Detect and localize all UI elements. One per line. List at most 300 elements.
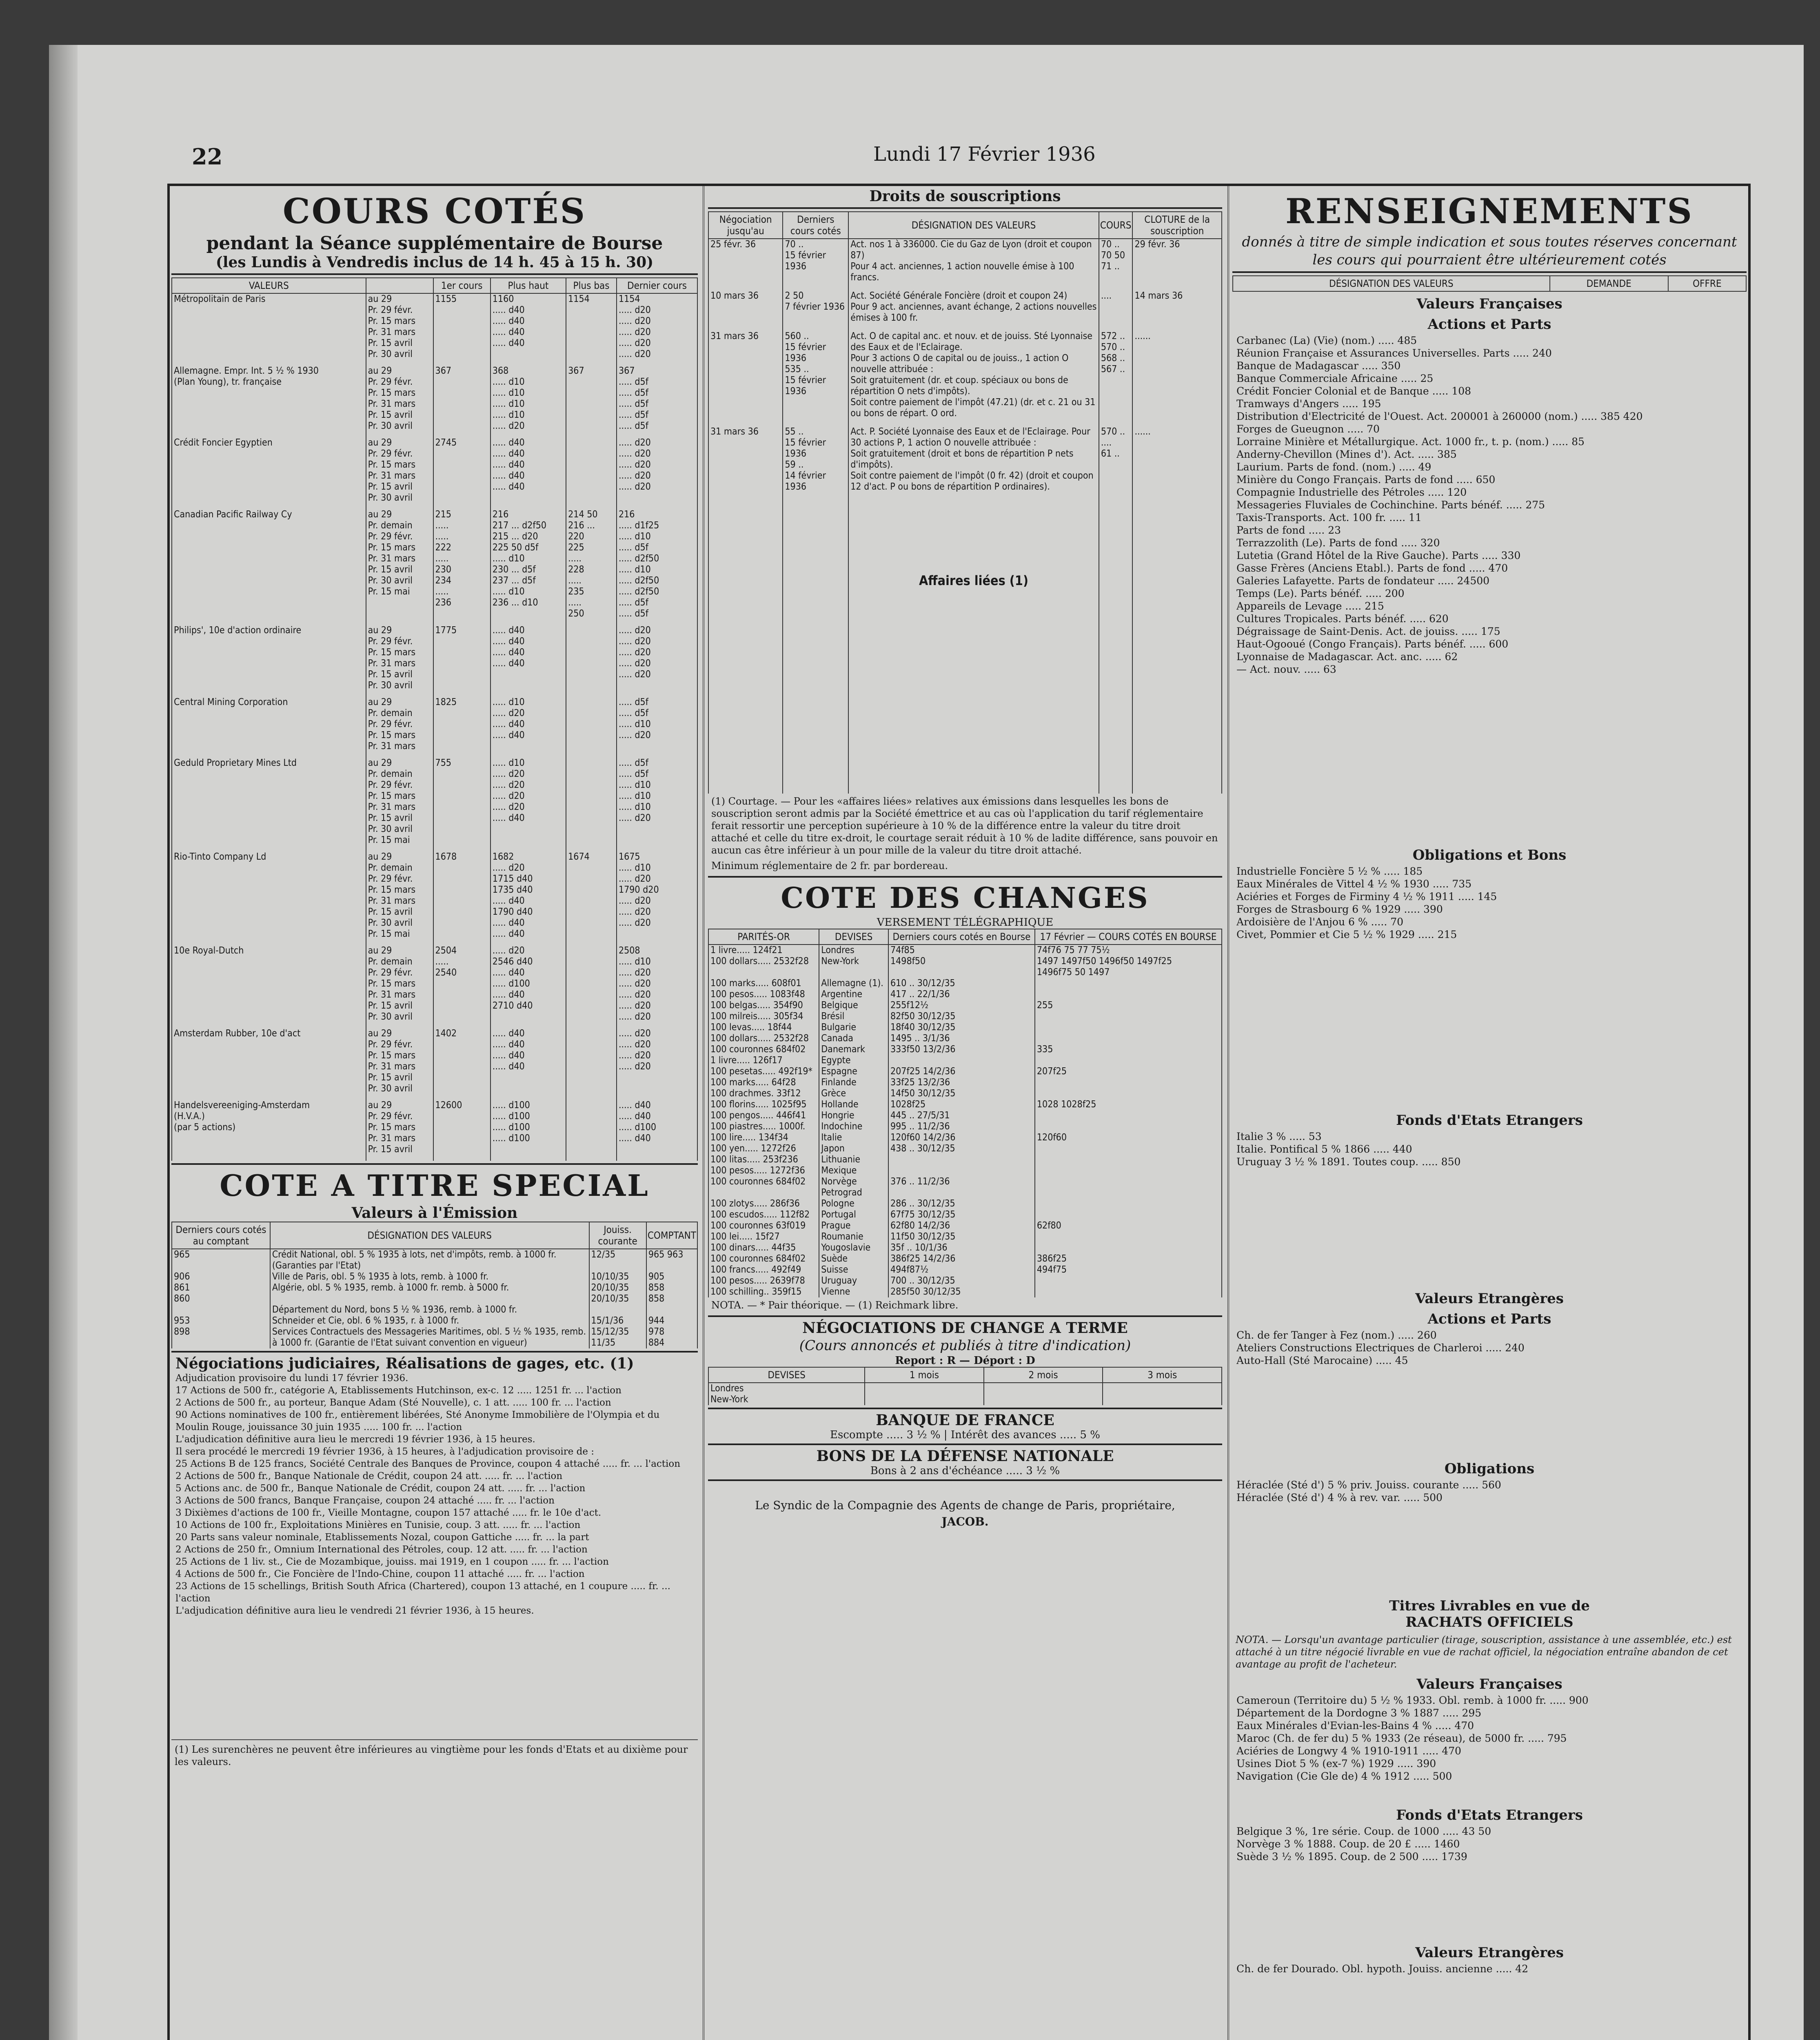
list-item: Aciéries de Longwy 4 % 1910-1911 ..... 470 bbox=[1236, 1745, 1461, 1757]
table-row-haut: ..... d20 2546 d40 ..... d40 ..... d100 ..... d40 2710 d40 bbox=[491, 945, 566, 1028]
table-row-comptant: 858 858 bbox=[646, 1282, 697, 1304]
table-row-devise: Hongrie bbox=[819, 1110, 888, 1121]
table-row-designation: Act. nos 1 à 336000. Cie du Gaz de Lyon (droit et coupon 87) Pour 4 act. anciennes, 1 action nouvelle émise à 100 francs. bbox=[848, 239, 1099, 290]
table-row-terme: au 29 Pr. 29 févr. Pr. 15 mars Pr. 31 mars Pr. 15 avril Pr. 30 avril bbox=[366, 625, 433, 697]
terme-report-deport: Report : R — Déport : D bbox=[895, 1355, 1035, 1367]
column-header: VALEURS bbox=[172, 278, 366, 293]
table-row-parite: 100 dinars..... 44f35 bbox=[708, 1242, 819, 1253]
table-row bbox=[172, 625, 697, 697]
divider bbox=[708, 876, 1222, 878]
table-row-derniers: 120f60 14/2/36 bbox=[888, 1132, 1035, 1143]
changes-title: COTE DES CHANGES bbox=[781, 881, 1150, 915]
table-row-derniers: 82f50 30/12/35 bbox=[888, 1011, 1035, 1022]
list-item: Tramways d'Angers ..... 195 bbox=[1236, 398, 1381, 410]
table-row-parite: 100 francs..... 492f49 bbox=[708, 1264, 819, 1275]
table-row-cours bbox=[1035, 1286, 1222, 1297]
divider bbox=[708, 1479, 1222, 1481]
list-item: Carbanec (La) (Vie) (nom.) ..... 485 bbox=[1236, 335, 1417, 346]
table-row-terme: au 29 Pr. 29 févr. Pr. 15 mars Pr. 31 mars Pr. 15 avril Pr. 30 avril bbox=[366, 293, 433, 366]
table-row-cours: 965 bbox=[172, 1249, 270, 1271]
obligations-list bbox=[1232, 865, 1747, 941]
table-row-cours: 906 bbox=[172, 1271, 270, 1282]
actions-etrangeres-list bbox=[1232, 1329, 1747, 1367]
table-row-derniers: 67f75 30/12/35 bbox=[888, 1209, 1035, 1220]
negociations-footnote: (1) Les surenchères ne peuvent être inférieures au vingtième pour les fonds d'Etats et au dixième pour les valeurs. bbox=[175, 1744, 688, 1767]
titre-special-table bbox=[171, 1222, 698, 1348]
table-row-premier: 1825 bbox=[433, 697, 491, 758]
table-row-comptant: 978 884 bbox=[646, 1326, 697, 1348]
column-header: Dernier cours bbox=[617, 278, 697, 293]
table-row bbox=[172, 1326, 697, 1348]
column-header: Derniers cours cotés au comptant bbox=[172, 1222, 270, 1249]
list-item: Forges de Gueugnon ..... 70 bbox=[1236, 423, 1380, 435]
divider bbox=[708, 1408, 1222, 1409]
terme-cell bbox=[984, 1383, 1103, 1394]
table-row-derniers: 207f25 14/2/36 bbox=[888, 1066, 1035, 1077]
table-row-dernier: 216 ..... d1f25 ..... d10 ..... d5f ..... d2f50 ..... d10 ..... d2f50 ..... d2f50 ..... d5f ..... d5f bbox=[617, 509, 697, 625]
table-row-valeur: Philips', 10e d'action ordinaire bbox=[172, 625, 366, 697]
section-fonds-etrangers-2: Fonds d'Etats Etrangers bbox=[1396, 1807, 1583, 1823]
table-row bbox=[708, 1055, 1222, 1066]
table-row bbox=[708, 1121, 1222, 1132]
table-row-haut: ..... d40 ..... d40 ..... d40 ..... d40 bbox=[491, 1028, 566, 1100]
table-row-derniers: 35f .. 10/1/36 bbox=[888, 1242, 1035, 1253]
table-row-date: 31 mars 36 bbox=[708, 426, 783, 500]
droits-table bbox=[708, 211, 1222, 794]
table-row-jouiss: 15/12/35 11/35 bbox=[589, 1326, 646, 1348]
table-row-premier: 1775 bbox=[433, 625, 491, 697]
table-row-bas: 214 50 216 ... 220 225 ..... 228 ..... 235 ..... 250 bbox=[566, 509, 617, 625]
list-item: Banque de Madagascar ..... 350 bbox=[1236, 360, 1401, 372]
table-row-derniers: 494f87½ bbox=[888, 1264, 1035, 1275]
list-item: Crédit Foncier Colonial et de Banque ..... 108 bbox=[1236, 385, 1472, 397]
table-row-cours: 570 .. .... 61 .. bbox=[1099, 426, 1133, 500]
column-header: DÉSIGNATION DES VALEURS bbox=[1233, 276, 1550, 291]
table-row bbox=[708, 1011, 1222, 1022]
table-row bbox=[708, 1132, 1222, 1143]
table-row-designation: Crédit National, obl. 5 % 1935 à lots, net d'impôts, remb. à 1000 fr. (Garanties par l'Etat) bbox=[270, 1249, 589, 1271]
list-item: Temps (Le). Parts bénéf. ..... 200 bbox=[1236, 588, 1405, 599]
column-header: Plus haut bbox=[491, 278, 566, 293]
terme-devise: New-York bbox=[708, 1394, 865, 1405]
column-header: 17 Février — COURS COTÉS EN BOURSE bbox=[1035, 929, 1222, 945]
table-row-cours: .... bbox=[1099, 290, 1133, 331]
cours-cotes-subtitle: pendant la Séance supplémentaire de Bourse bbox=[206, 233, 663, 254]
table-row bbox=[172, 366, 697, 437]
divider bbox=[708, 1315, 1222, 1317]
table-row bbox=[708, 1176, 1222, 1187]
table-row-cours bbox=[172, 1304, 270, 1315]
list-item: 3 Actions de 500 francs, Banque Française, coupon 24 attaché ..... fr. ... l'action bbox=[175, 1495, 555, 1506]
list-item: Aciéries et Forges de Firminy 4 ½ % 1911 ..... 145 bbox=[1236, 891, 1497, 902]
table-row-date: 10 mars 36 bbox=[708, 290, 783, 331]
list-item: Galeries Lafayette. Parts de fondateur ..... 24500 bbox=[1236, 575, 1490, 587]
table-row bbox=[172, 1315, 697, 1326]
table-row-cours: 1497 1497f50 1496f50 1497f25 1496f75 50 1497 bbox=[1035, 956, 1222, 978]
column-header: DÉSIGNATION DES VALEURS bbox=[848, 212, 1099, 239]
table-row-devise: Lithuanie bbox=[819, 1154, 888, 1165]
table-row-dernier: 1675 ..... d10 ..... d20 1790 d20 ..... d20 ..... d20 ..... d20 bbox=[617, 851, 697, 945]
negociations-title: Négociations judiciaires, Réalisations de gages, etc. (1) bbox=[175, 1355, 634, 1372]
list-item: Parts de fond ..... 23 bbox=[1236, 524, 1341, 536]
table-row bbox=[172, 1304, 697, 1315]
table-row-devise: Allemagne (1). bbox=[819, 978, 888, 989]
table-row-parite: 100 couronnes 684f02 bbox=[708, 1253, 819, 1264]
list-item: 25 Actions B de 125 francs, Société Centrale des Banques de Province, coupon 4 attaché ..... fr. ... l'action bbox=[175, 1459, 681, 1469]
table-row-designation: Schneider et Cie, obl. 6 % 1935, r. à 1000 fr. bbox=[270, 1315, 589, 1326]
list-item: Cultures Tropicales. Parts bénéf. ..... 620 bbox=[1236, 613, 1449, 625]
list-item: Taxis-Transports. Act. 100 fr. ..... 11 bbox=[1236, 512, 1422, 523]
table-row-devise: Argentine bbox=[819, 989, 888, 1000]
column-middle bbox=[708, 188, 1222, 2040]
table-row-derniers: 610 .. 30/12/35 bbox=[888, 978, 1035, 989]
table-row bbox=[708, 1209, 1222, 1220]
table-row-comptant: 905 bbox=[646, 1271, 697, 1282]
list-item: 2 Actions de 500 fr., au porteur, Banque Adam (Sté Nouvelle), c. 1 att. ..... 100 fr. ... l'action bbox=[175, 1397, 611, 1408]
list-item: Réunion Française et Assurances Universelles. Parts ..... 240 bbox=[1236, 347, 1552, 359]
list-item: Dégraissage de Saint-Denis. Act. de jouiss. ..... 175 bbox=[1236, 625, 1500, 637]
list-item: Laurium. Parts de fond. (nom.) ..... 49 bbox=[1236, 461, 1432, 473]
table-row-bas: 1154 bbox=[566, 293, 617, 366]
table-row-cours: 861 860 bbox=[172, 1282, 270, 1304]
table-row bbox=[708, 1000, 1222, 1011]
list-item: L'adjudication définitive aura lieu le mercredi 19 février 1936, à 15 heures. bbox=[175, 1434, 535, 1445]
table-row-devise: Canada bbox=[819, 1033, 888, 1044]
list-item: — Act. nouv. ..... 63 bbox=[1236, 663, 1336, 675]
list-item: 3 Dixièmes d'actions de 100 fr., Vieille Montagne, coupon 157 attaché ..... fr. le 10e d'act. bbox=[175, 1508, 601, 1518]
section-fonds-etrangers: Fonds d'Etats Etrangers bbox=[1396, 1112, 1583, 1129]
table-row bbox=[708, 1154, 1222, 1165]
table-row bbox=[708, 239, 1222, 290]
divider bbox=[708, 207, 1222, 209]
table-row-derniers: 1498f50 bbox=[888, 956, 1035, 978]
table-row-bas: 367 bbox=[566, 366, 617, 437]
column-header: DEVISES bbox=[708, 1367, 865, 1383]
section-actions-parts: Actions et Parts bbox=[1427, 316, 1551, 333]
table-row-terme: au 29 Pr. demain Pr. 29 févr. Pr. 15 mars Pr. 31 mars bbox=[366, 697, 433, 758]
banque-title: BANQUE DE FRANCE bbox=[876, 1412, 1054, 1429]
changes-subtitle: VERSEMENT TÉLÉGRAPHIQUE bbox=[877, 916, 1054, 929]
table-row-dernier: ..... d5f ..... d5f ..... d10 ..... d20 bbox=[617, 697, 697, 758]
list-item: Lorraine Minière et Métallurgique. Act. 1000 fr., t. p. (nom.) ..... 85 bbox=[1236, 436, 1585, 448]
table-row-cours bbox=[1035, 1154, 1222, 1165]
table-row bbox=[708, 1110, 1222, 1121]
table-row-parite: 100 milreis..... 305f34 bbox=[708, 1011, 819, 1022]
table-row-parite: 100 couronnes 684f02 bbox=[708, 1176, 819, 1187]
table-row-cours bbox=[1035, 1242, 1222, 1253]
table-row-cours bbox=[1035, 1143, 1222, 1154]
table-row-premier: 2504 ..... 2540 bbox=[433, 945, 491, 1028]
column-header: Derniers cours cotés en Bourse bbox=[888, 929, 1035, 945]
list-item: Uruguay 3 ½ % 1891. Toutes coup. ..... 850 bbox=[1236, 1156, 1461, 1168]
table-row-parite: 100 lei..... 15f27 bbox=[708, 1231, 819, 1242]
table-row-cloture: ...... bbox=[1132, 331, 1222, 426]
table-row-parite: 100 drachmes. 33f12 bbox=[708, 1088, 819, 1099]
table-row-valeur: Rio-Tinto Company Ld bbox=[172, 851, 366, 945]
table-row bbox=[172, 293, 697, 366]
changes-note: NOTA. — * Pair théorique. — (1) Reichmark libre. bbox=[711, 1299, 959, 1311]
terme-cell bbox=[1103, 1383, 1222, 1394]
list-item: 2 Actions de 250 fr., Omnium International des Pétroles, coup. 12 att. ..... fr. ... l'action bbox=[175, 1544, 588, 1555]
column-header: 2 mois bbox=[984, 1367, 1103, 1383]
table-row bbox=[708, 1165, 1222, 1176]
table-row-devise: Japon bbox=[819, 1143, 888, 1154]
list-item: 20 Parts sans valeur nominale, Etablissements Nozal, coupon Gattiche ..... fr. ... la part bbox=[175, 1532, 589, 1543]
table-row-derniers: 376 .. 11/2/36 bbox=[888, 1176, 1035, 1187]
table-row-derniers bbox=[888, 1055, 1035, 1066]
table-row bbox=[172, 437, 697, 509]
table-row-dernier: 367 ..... d5f ..... d5f ..... d5f ..... d5f ..... d5f bbox=[617, 366, 697, 437]
column-header: PARITÉS-OR bbox=[708, 929, 819, 945]
titre-special-subtitle: Valeurs à l'Émission bbox=[351, 1204, 518, 1222]
table-row-jouiss: 10/10/35 bbox=[589, 1271, 646, 1282]
terme-table bbox=[708, 1367, 1222, 1405]
table-row-parite: 100 lire..... 134f34 bbox=[708, 1132, 819, 1143]
table-row-parite: 100 levas..... 18f44 bbox=[708, 1022, 819, 1033]
table-row-valeur: 10e Royal-Dutch bbox=[172, 945, 366, 1028]
table-row-cours bbox=[1035, 1187, 1222, 1198]
divider bbox=[171, 1351, 698, 1353]
list-item: Messageries Fluviales de Cochinchine. Parts bénéf. ..... 275 bbox=[1236, 499, 1545, 511]
table-row-cours bbox=[1035, 1209, 1222, 1220]
divider bbox=[171, 1739, 698, 1740]
table-row bbox=[172, 851, 697, 945]
table-row bbox=[708, 1088, 1222, 1099]
table-row-terme: au 29 Pr. 29 févr. Pr. 15 mars Pr. 31 mars Pr. 15 avril Pr. 30 avril bbox=[366, 437, 433, 509]
table-row-devise: Roumanie bbox=[819, 1231, 888, 1242]
table-row-parite: 100 pesos..... 1083f48 bbox=[708, 989, 819, 1000]
terme-subtitle: (Cours annoncés et publiés à titre d'indication) bbox=[799, 1337, 1131, 1354]
table-row-bas bbox=[566, 437, 617, 509]
table-row-terme: au 29 Pr. demain Pr. 29 févr. Pr. 15 mars Pr. 31 mars Pr. 15 avril Pr. 30 avril Pr. 15 mai bbox=[366, 851, 433, 945]
table-row-parite: 100 piastres..... 1000f. bbox=[708, 1121, 819, 1132]
table-row-dernier: ..... d5f ..... d5f ..... d10 ..... d10 ..... d10 ..... d20 bbox=[617, 758, 697, 851]
column-header: COURS bbox=[1099, 212, 1133, 239]
table-row-devise: Uruguay bbox=[819, 1275, 888, 1286]
page-number: 22 bbox=[192, 144, 223, 170]
table-row-jouiss: 15/1/36 bbox=[589, 1315, 646, 1326]
table-row-bas bbox=[566, 697, 617, 758]
table-row-parite: 100 litas..... 253f236 bbox=[708, 1154, 819, 1165]
list-item: Italie 3 % ..... 53 bbox=[1236, 1131, 1322, 1142]
list-item: Maroc (Ch. de fer du) 5 % 1933 (2e réseau), de 5000 fr. ..... 795 bbox=[1236, 1732, 1567, 1744]
table-row-derniers: 386f25 14/2/36 bbox=[888, 1253, 1035, 1264]
section-obligations-bons: Obligations et Bons bbox=[1412, 847, 1567, 863]
table-row-parite: 100 couronnes 684f02 bbox=[708, 1044, 819, 1055]
table-row-cours bbox=[1035, 1033, 1222, 1044]
table-row-devise: Prague bbox=[819, 1220, 888, 1231]
negociations-list bbox=[171, 1372, 698, 1617]
list-item: Eaux Minérales d'Evian-les-Bains 4 % ..... 470 bbox=[1236, 1720, 1474, 1732]
table-row-bas bbox=[566, 945, 617, 1028]
table-row-derniers: 445 .. 27/5/31 bbox=[888, 1110, 1035, 1121]
table-row-cours: 255 bbox=[1035, 1000, 1222, 1011]
bons-line: Bons à 2 ans d'échéance ..... 3 ½ % bbox=[870, 1465, 1060, 1477]
table-row-derniers: 11f50 30/12/35 bbox=[888, 1231, 1035, 1242]
column-header: DEVISES bbox=[819, 929, 888, 945]
table-row-devise: Pologne bbox=[819, 1198, 888, 1209]
table-row-derniers: 2 50 7 février 1936 bbox=[783, 290, 848, 331]
table-row-bas bbox=[566, 625, 617, 697]
table-row-parite: 100 schilling.. 359f15 bbox=[708, 1286, 819, 1297]
book-spine bbox=[49, 45, 78, 2040]
table-row-devise: Egypte bbox=[819, 1055, 888, 1066]
section-valeurs-etrangeres: Valeurs Etrangères bbox=[1415, 1291, 1564, 1307]
table-row-valeur: Métropolitain de Paris bbox=[172, 293, 366, 366]
table-row-cours: 386f25 bbox=[1035, 1253, 1222, 1264]
table-row-cours: 898 bbox=[172, 1326, 270, 1348]
table-row-terme: au 29 Pr. 29 févr. Pr. 15 mars Pr. 31 mars Pr. 15 avril Pr. 30 avril bbox=[366, 366, 433, 437]
table-row bbox=[708, 1044, 1222, 1055]
table-row-cours bbox=[1035, 1011, 1222, 1022]
table-row bbox=[172, 1100, 697, 1161]
table-row-parite: 100 marks..... 608f01 bbox=[708, 978, 819, 989]
banque-line: Escompte ..... 3 ½ % | Intérêt des avances ..... 5 % bbox=[830, 1429, 1100, 1441]
table-row bbox=[708, 1077, 1222, 1088]
table-row-parite: 100 pesos..... 2639f78 bbox=[708, 1275, 819, 1286]
list-item: Lutetia (Grand Hôtel de la Rive Gauche). Parts ..... 330 bbox=[1236, 550, 1521, 561]
table-row-dernier: 1154 ..... d20 ..... d20 ..... d20 ..... d20 ..... d20 bbox=[617, 293, 697, 366]
table-row bbox=[172, 509, 697, 625]
list-item: Ch. de fer Dourado. Obl. hypoth. Jouiss. ancienne ..... 42 bbox=[1236, 1963, 1529, 1975]
affaires-liees-title: Affaires liées (1) bbox=[919, 572, 1029, 588]
table-row-cloture: 14 mars 36 bbox=[1132, 290, 1222, 331]
table-row-devise: Brésil bbox=[819, 1011, 888, 1022]
table-row-derniers bbox=[888, 1165, 1035, 1176]
table-row-parite: 100 zlotys..... 286f36 bbox=[708, 1198, 819, 1209]
list-item: Département de la Dordogne 3 % 1887 ..... 295 bbox=[1236, 1707, 1482, 1719]
table-row-haut: 216 217 ... d2f50 215 ... d20 225 50 d5f ..... d10 230 ... d5f 237 ... d5f ..... d10 236 ... d10 bbox=[491, 509, 566, 625]
table-row-derniers: 18f40 30/12/35 bbox=[888, 1022, 1035, 1033]
table-row-cours bbox=[1035, 989, 1222, 1000]
section-actions-parts-etr: Actions et Parts bbox=[1427, 1311, 1551, 1327]
terme-title: NÉGOCIATIONS DE CHANGE A TERME bbox=[802, 1319, 1128, 1337]
divider bbox=[1232, 271, 1747, 273]
table-row-cours bbox=[1035, 1088, 1222, 1099]
table-row-parite: 100 belgas..... 354f90 bbox=[708, 1000, 819, 1011]
table-row-valeur: Geduld Proprietary Mines Ltd bbox=[172, 758, 366, 851]
table-row-cloture: ...... bbox=[1132, 426, 1222, 500]
table-row-premier: 215 ..... ..... 222 ..... 230 234 ..... 236 bbox=[433, 509, 491, 625]
table-row-devise: Bulgarie bbox=[819, 1022, 888, 1033]
table-row-comptant: 965 963 bbox=[646, 1249, 697, 1271]
table-row-valeur: Canadian Pacific Railway Cy bbox=[172, 509, 366, 625]
table-row-date: 31 mars 36 bbox=[708, 331, 783, 426]
table-row-derniers: 255f12½ bbox=[888, 1000, 1035, 1011]
table-row-cours bbox=[1035, 1165, 1222, 1176]
table-row-derniers: 333f50 13/2/36 bbox=[888, 1044, 1035, 1055]
table-row-cours: 572 .. 570 .. 568 .. 567 .. bbox=[1099, 331, 1133, 426]
table-row-devise: Mexique bbox=[819, 1165, 888, 1176]
table-row-derniers: 33f25 13/2/36 bbox=[888, 1077, 1035, 1088]
table-row bbox=[172, 945, 697, 1028]
table-row-bas bbox=[566, 1028, 617, 1100]
table-row bbox=[708, 945, 1222, 956]
rachats-title-1: Titres Livrables en vue de bbox=[1389, 1598, 1590, 1614]
list-item: Auto-Hall (Sté Marocaine) ..... 45 bbox=[1236, 1355, 1408, 1366]
section-valeurs-etrangeres-2: Valeurs Etrangères bbox=[1415, 1945, 1564, 1961]
list-item: Belgique 3 %, 1re série. Coup. de 1000 ..... 43 50 bbox=[1236, 1825, 1492, 1837]
list-item: Adjudication provisoire du lundi 17 février 1936. bbox=[175, 1373, 408, 1384]
table-row-terme: au 29 Pr. 29 févr. Pr. 15 mars Pr. 31 mars Pr. 15 avril Pr. 30 avril bbox=[366, 1028, 433, 1100]
terme-devise: Londres bbox=[708, 1383, 865, 1394]
table-row-cours: 207f25 bbox=[1035, 1066, 1222, 1077]
table-row-devise: Belgique bbox=[819, 1000, 888, 1011]
column-header: Derniers cours cotés bbox=[783, 212, 848, 239]
table-row-haut: ..... d10 ..... d20 ..... d40 ..... d40 bbox=[491, 697, 566, 758]
section-valeurs-francaises: Valeurs Françaises bbox=[1416, 296, 1563, 312]
table-row-cours: 74f76 75 77 75½ bbox=[1035, 945, 1222, 956]
list-item: Gasse Frères (Anciens Etabl.). Parts de fond ..... 470 bbox=[1236, 562, 1508, 574]
divider bbox=[708, 1444, 1222, 1445]
table-row bbox=[172, 1271, 697, 1282]
table-row-cours bbox=[1035, 978, 1222, 989]
column-header: 1 mois bbox=[865, 1367, 984, 1383]
table-row bbox=[708, 1242, 1222, 1253]
table-row-cours bbox=[1035, 1110, 1222, 1121]
table-row-derniers: 74f85 bbox=[888, 945, 1035, 956]
table-row-derniers: 285f50 30/12/35 bbox=[888, 1286, 1035, 1297]
table-row-premier: 367 bbox=[433, 366, 491, 437]
table-row-premier: 12600 bbox=[433, 1100, 491, 1161]
rachats-note: NOTA. — Lorsqu'un avantage particulier (tirage, souscription, assistance à une assemblée, etc.) est attaché à un titre négocié livrable en vue de rachat officiel, la négociation entraîne abandon de cet avantage au profit de l'acheteur. bbox=[1236, 1634, 1732, 1670]
table-row-dernier: ..... d20 ..... d20 ..... d20 ..... d20 bbox=[617, 1028, 697, 1100]
column-header: CLOTURE de la souscription bbox=[1132, 212, 1222, 239]
list-item: Il sera procédé le mercredi 19 février 1936, à 15 heures, à l'adjudication provisoire de : bbox=[175, 1446, 595, 1457]
list-item: Ateliers Constructions Electriques de Charleroi ..... 240 bbox=[1236, 1342, 1525, 1354]
list-item: Ch. de fer Tanger à Fez (nom.) ..... 260 bbox=[1236, 1329, 1437, 1341]
renseignements-title: RENSEIGNEMENTS bbox=[1285, 191, 1694, 231]
table-row-devise: Londres bbox=[819, 945, 888, 956]
table-row-cours bbox=[1035, 1055, 1222, 1066]
table-row-devise: Indochine bbox=[819, 1121, 888, 1132]
obligations-etrangeres-list bbox=[1232, 1479, 1747, 1504]
renseignements-header bbox=[1232, 275, 1747, 292]
changes-table bbox=[708, 929, 1222, 1297]
table-row-cours bbox=[1035, 1275, 1222, 1286]
signature-line: Le Syndic de la Compagnie des Agents de change de Paris, propriétaire, bbox=[755, 1499, 1175, 1512]
table-row-parite: 1 livre..... 124f21 bbox=[708, 945, 819, 956]
table-row-derniers: 1028f25 bbox=[888, 1099, 1035, 1110]
table-row-parite bbox=[708, 1187, 819, 1198]
table-row-devise: Danemark bbox=[819, 1044, 888, 1055]
table-row-derniers: 55 .. 15 février 1936 59 .. 14 février 1936 bbox=[783, 426, 848, 500]
table-row-devise: Yougoslavie bbox=[819, 1242, 888, 1253]
table-row-terme: au 29 Pr. demain Pr. 29 févr. Pr. 15 mars Pr. 31 mars Pr. 15 avril Pr. 30 avril Pr. 15 mai bbox=[366, 509, 433, 625]
table-row-jouiss: 12/35 bbox=[589, 1249, 646, 1271]
table-row-haut: ..... d100 ..... d100 ..... d100 ..... d100 bbox=[491, 1100, 566, 1161]
table-row bbox=[708, 956, 1222, 978]
column-header bbox=[366, 278, 433, 293]
table-row bbox=[708, 1143, 1222, 1154]
table-row bbox=[708, 1394, 1222, 1405]
list-item: Distribution d'Electricité de l'Ouest. Act. 200001 à 260000 (nom.) ..... 385 420 bbox=[1236, 410, 1643, 422]
list-item: Navigation (Cie Gle de) 4 % 1912 ..... 500 bbox=[1236, 1770, 1452, 1782]
table-row-devise: Espagne bbox=[819, 1066, 888, 1077]
table-row bbox=[708, 1275, 1222, 1286]
list-item: Norvège 3 % 1888. Coup. de 20 £ ..... 1460 bbox=[1236, 1838, 1460, 1850]
table-row bbox=[172, 697, 697, 758]
terme-cell bbox=[1103, 1394, 1222, 1405]
divider bbox=[171, 1163, 698, 1165]
column-header: DEMANDE bbox=[1550, 276, 1668, 291]
table-row-premier: 2745 bbox=[433, 437, 491, 509]
list-item: 23 Actions de 15 schellings, British South Africa (Chartered), coupon 13 attaché, en 1 coupure ..... fr. ... l'action bbox=[175, 1581, 670, 1604]
list-item: Ardoisière de l'Anjou 6 % ..... 70 bbox=[1236, 916, 1404, 928]
table-row-derniers: 560 .. 15 février 1936 535 .. 15 février 1936 bbox=[783, 331, 848, 426]
list-item: Eaux Minérales de Vittel 4 ½ % 1930 ..... 735 bbox=[1236, 878, 1472, 890]
table-row-parite: 100 couronnes 63f019 bbox=[708, 1220, 819, 1231]
